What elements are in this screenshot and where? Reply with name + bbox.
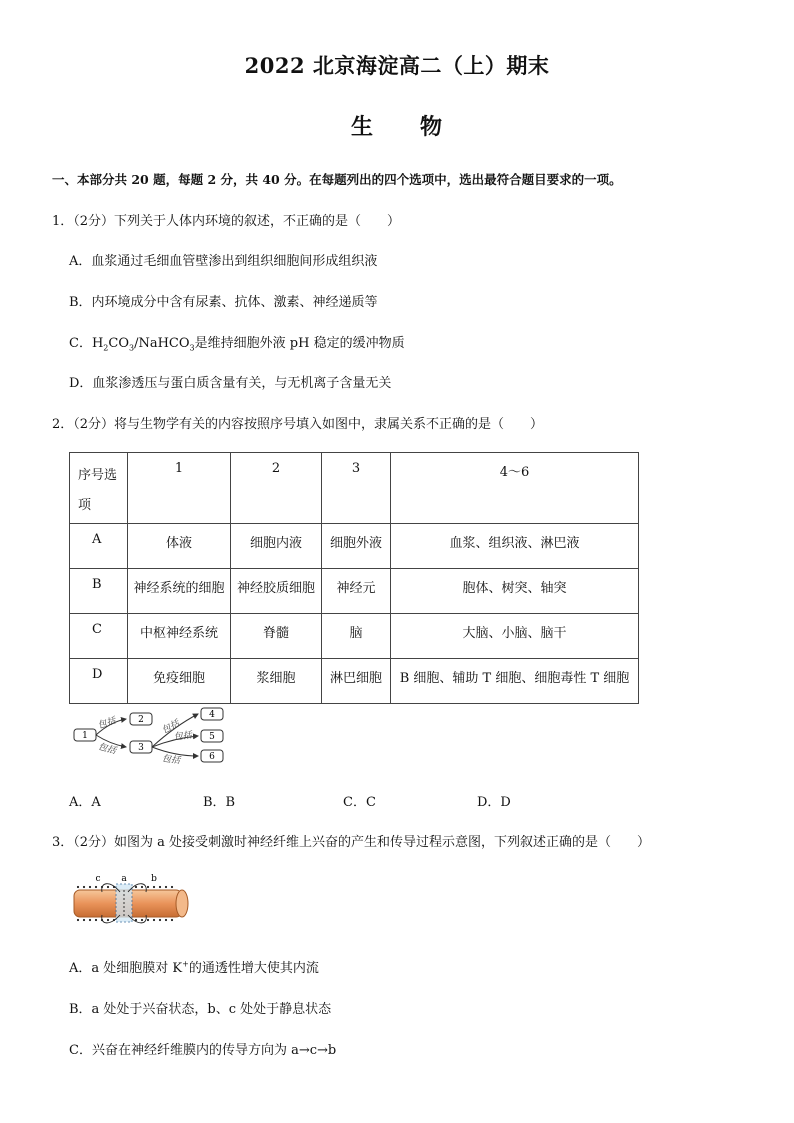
question-2-option-d: D．D — [477, 795, 511, 810]
hierarchy-diagram — [70, 704, 230, 766]
table-cell: B — [70, 569, 128, 614]
question-1-option-d: D．血浆渗透压与蛋白质含量有关，与无机离子含量无关 — [69, 376, 392, 391]
diagram-node-label: 3 — [138, 743, 144, 753]
table-cell: 脊髓 — [231, 614, 322, 659]
page-title: 2022 北京海淀高二（上）期末 — [244, 53, 550, 78]
question-3-stem: 3．（2分）如图为 a 处接受刺激时神经纤维上兴奋的产生和传导过程示意图，下列叙述正确的是（ ） — [52, 835, 651, 850]
question-2-option-c: C．C — [343, 795, 376, 810]
table-cell: 中枢神经系统 — [128, 614, 231, 659]
table-row — [70, 524, 639, 569]
edge-label: 包括 — [96, 741, 118, 757]
point-label-b: b — [151, 874, 157, 884]
question-3-option-c: C．兴奋在神经纤维膜内的传导方向为 a→c→b — [69, 1043, 337, 1058]
edge-label: 包括 — [160, 718, 182, 737]
table-row — [70, 569, 639, 614]
table-cell: 神经胶质细胞 — [231, 569, 322, 614]
table-cell: D — [70, 659, 128, 704]
table-cell: 脑 — [322, 614, 391, 659]
question-2-option-a: A．A — [69, 795, 101, 810]
table-header-row — [70, 453, 639, 524]
question-1-stem: 1．（2分）下列关于人体内环境的叙述，不正确的是（ ） — [52, 214, 401, 229]
question-3-option-b: B．a 处处于兴奋状态，b、c 处处于静息状态 — [69, 1002, 332, 1017]
table-cell: 细胞内液 — [231, 524, 322, 569]
table-cell: 大脑、小脑、脑干 — [391, 614, 639, 659]
diagram-node-label: 5 — [209, 732, 215, 742]
table-cell: 免疫细胞 — [128, 659, 231, 704]
point-label-c: c — [95, 874, 101, 884]
diagram-node-label: 2 — [138, 715, 144, 725]
section-instructions: 一、本部分共 20 题，每题 2 分，共 40 分。在每题列出的四个选项中，选出最符合题目要求的一项。 — [52, 172, 622, 187]
question-2-option-b: B．B — [203, 795, 236, 810]
classification-table — [69, 452, 639, 704]
table-cell: 体液 — [128, 524, 231, 569]
table-row — [70, 614, 639, 659]
question-1-option-c: C．$H_2CO_3/NaHCO_3$是维持细胞外液 pH 稳定的缓冲物质 — [69, 336, 405, 353]
diagram-node-label: 4 — [209, 710, 215, 720]
table-header-cell: 3 — [322, 453, 391, 524]
diagram-node-label: 6 — [209, 752, 215, 762]
question-3-option-a: A．a 处细胞膜对 K+的通透性增大使其内流 — [69, 959, 319, 976]
question-1-option-a: A．血浆通过毛细血管壁渗出到组织细胞间形成组织液 — [69, 254, 378, 269]
table-cell: C — [70, 614, 128, 659]
nerve-fiber-end — [176, 890, 188, 917]
table-cell: 血浆、组织液、淋巴液 — [391, 524, 639, 569]
edge-label: 包括 — [96, 716, 118, 732]
table-row — [70, 659, 639, 704]
table-cell: 神经系统的细胞 — [128, 569, 231, 614]
table-header-cell: 1 — [128, 453, 231, 524]
edge-label: 包括 — [173, 730, 193, 743]
table-cell: 胞体、树突、轴突 — [391, 569, 639, 614]
table-cell: 神经元 — [322, 569, 391, 614]
diagram-node-label: 1 — [82, 731, 88, 741]
table-header-cell: 序号选 项 — [70, 453, 128, 524]
table-cell: A — [70, 524, 128, 569]
point-label-a: a — [121, 874, 127, 884]
table-cell: B 细胞、辅助 T 细胞、细胞毒性 T 细胞 — [391, 659, 639, 704]
question-2-stem: 2．（2分）将与生物学有关的内容按照序号填入如图中，隶属关系不正确的是（ ） — [52, 417, 544, 432]
question-1-option-b: B．内环境成分中含有尿素、抗体、激素、神经递质等 — [69, 295, 378, 310]
table-header-cell: 4～6 — [391, 453, 639, 524]
table-header-cell: 2 — [231, 453, 322, 524]
table-cell: 细胞外液 — [322, 524, 391, 569]
subject-title: 生 物 — [350, 114, 443, 140]
table-cell: 淋巴细胞 — [322, 659, 391, 704]
nerve-fiber-figure — [70, 870, 194, 928]
table-cell: 浆细胞 — [231, 659, 322, 704]
edge-label: 包括 — [161, 753, 181, 766]
